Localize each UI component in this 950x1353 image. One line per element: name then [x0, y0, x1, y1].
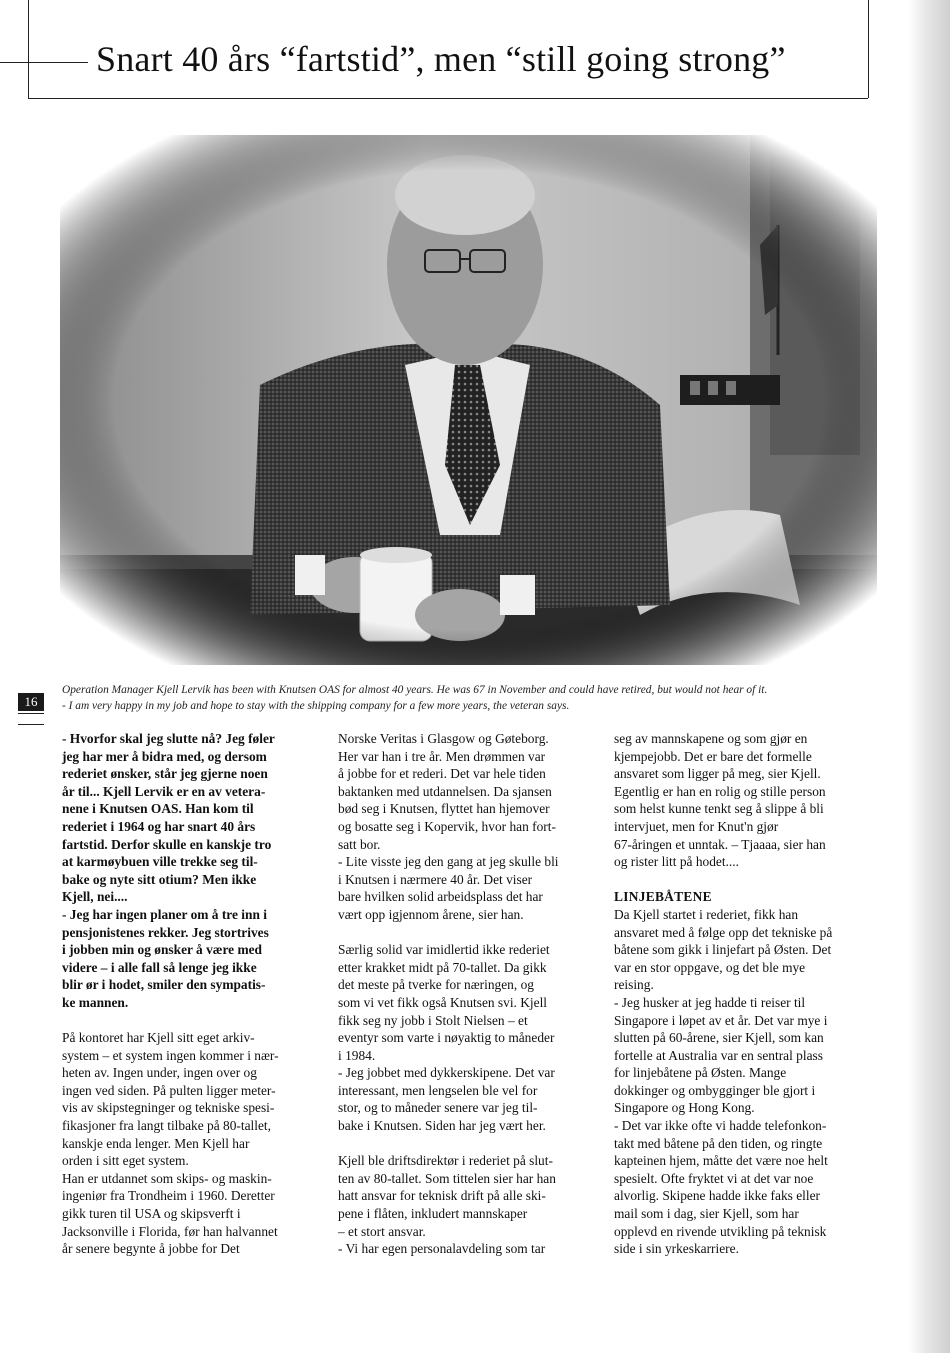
- page-number: 16: [18, 693, 44, 711]
- article-column-3: [614, 730, 866, 1258]
- photo-caption: [62, 682, 882, 714]
- portrait-photo: [60, 135, 877, 665]
- frame-left-line: [28, 0, 29, 98]
- article-column-2: [338, 730, 590, 1258]
- caption-line: Operation Manager Kjell Lervik has been with Knutsen OAS for almost 40 years. He was 67 in November and could have retired, but would not hear of it.: [62, 684, 768, 696]
- article-paragraph: Norske Veritas i Glasgow og Gøteborg. Her var han i tre år. Men drømmen var å jobbe for et rederi. Det var hele tiden baktanken med utdannelsen. Da sjansen bød seg i Knutsen, flyttet han hjemover og bosatte seg i Kopervik, hvor han fort- satt bor. - Lite visste jeg den gang at jeg skulle bli i Knutsen i nærmere 40 år. Det viser bare hvilken solid arbeidsplass det har vært opp igjennom årene, sier han.: [338, 731, 559, 922]
- article-paragraph: Da Kjell startet i rederiet, fikk han ansvaret med å følge opp det tekniske på båtene som gikk i linjefart på Østen. Det var en stor oppgave, og det ble mye reising. - Jeg husker at jeg hadde ti reiser til Singapore i løpet av et år. Det var mye i slutten på 60-årene, sier Kjell, som kan fortelle at Australia var en sentral plass for linjebåtene på Østen. Mange dokkinger og ombygginger ble gjort i Singapore og Hong Kong. - Det var ikke ofte vi hadde telefonkon- takt med båtene på den tiden, og ringte kapteinen hjem, måtte det være noe helt spesielt. Ofte fryktet vi at det var noe alvorlig. Skipene hadde ikke faks eller mail som i dag, sier Kjell, som har opplevd en rivende utvikling på teknisk side i sin yrkeskarriere.: [614, 906, 833, 1257]
- article-intro: - Hvorfor skal jeg slutte nå? Jeg føler jeg har mer å bidra med, og dersom rederiet ønsker, står jeg gjerne noen år til... Kjell Lervik er en av vetera- nene i Knutsen OAS. Han kom til rederiet i 1964 og har snart 40 års fartstid. Derfor skulle en kanskje tro at karmøybuen ville trekke seg til- bake og nyte sitt otium? Men ikke Kjell, nei.... - Jeg har ingen planer om å tre inn i pensjonistenes rekker. Jeg stortrives i jobben min og ønsker å være med videre – i alle fall så lenge jeg ikke blir ør i hodet, smiler den sympatis- ke mannen.: [62, 731, 275, 1010]
- page-gutter-shadow: [908, 0, 950, 1353]
- caption-line: - I am very happy in my job and hope to stay with the shipping company for a few more years, the veteran says.: [62, 700, 570, 712]
- article-column-1: [62, 730, 314, 1258]
- frame-bottom-line: [28, 98, 868, 99]
- title-rule: [0, 62, 88, 63]
- portrait-photo-icon: [60, 135, 877, 665]
- page-number-rule: [18, 713, 44, 725]
- article-paragraph: seg av mannskapene og som gjør en kjempejobb. Det er bare det formelle ansvaret som ligger på meg, sier Kjell. Egentlig er han en rolig og stille person som helst kunne tenkt seg å slippe å bli intervjuet, men for Knut'n gjør 67-åringen et unntak. – Tjaaaa, sier han og rister litt på hodet....: [614, 731, 826, 870]
- headline: Snart 40 års “fartstid”, men “still going strong”: [96, 39, 786, 79]
- article-paragraph: På kontoret har Kjell sitt eget arkiv- system – et system ingen kommer i nær- heten av. Ingen under, ingen over og ingen ved siden. På pulten ligger meter- vis av skipstegninger og tekniske spesi- fikasjoner fra langt tilbake på 80-tallet, kanskje enda lenger. Men Kjell har orden i sitt eget system. Han er utdannet som skips- og maskin- ingeniør fra Trondheim i 1960. Deretter gikk turen til USA og skipsverft i Jacksonville i Florida, før han halvannet år senere begynte å jobbe for Det: [62, 1030, 279, 1257]
- article-paragraph: Særlig solid var imidlertid ikke rederiet etter krakket midt på 70-tallet. Da gikk det meste på tverke for næringen, og som vi vet fikk også Knutsen svi. Kjell fikk seg ny jobb i Stolt Nielsen – et eventyr som varte i nøyaktig to måneder i 1984. - Jeg jobbet med dykkerskipene. Det var interessant, men lengselen ble vel for stor, og to måneder senere var jeg til- bake i Knutsen. Siden har jeg vært her.: [338, 942, 555, 1134]
- section-subheading: LINJEBÅTENE: [614, 889, 712, 905]
- article-paragraph: Kjell ble driftsdirektør i rederiet på slut- ten av 80-tallet. Som tittelen sier har han hatt ansvar for teknisk drift på alle ski- pene i flåten, inkludert mannskaper – et stort ansvar. - Vi har egen personalavdeling som tar: [338, 1153, 556, 1257]
